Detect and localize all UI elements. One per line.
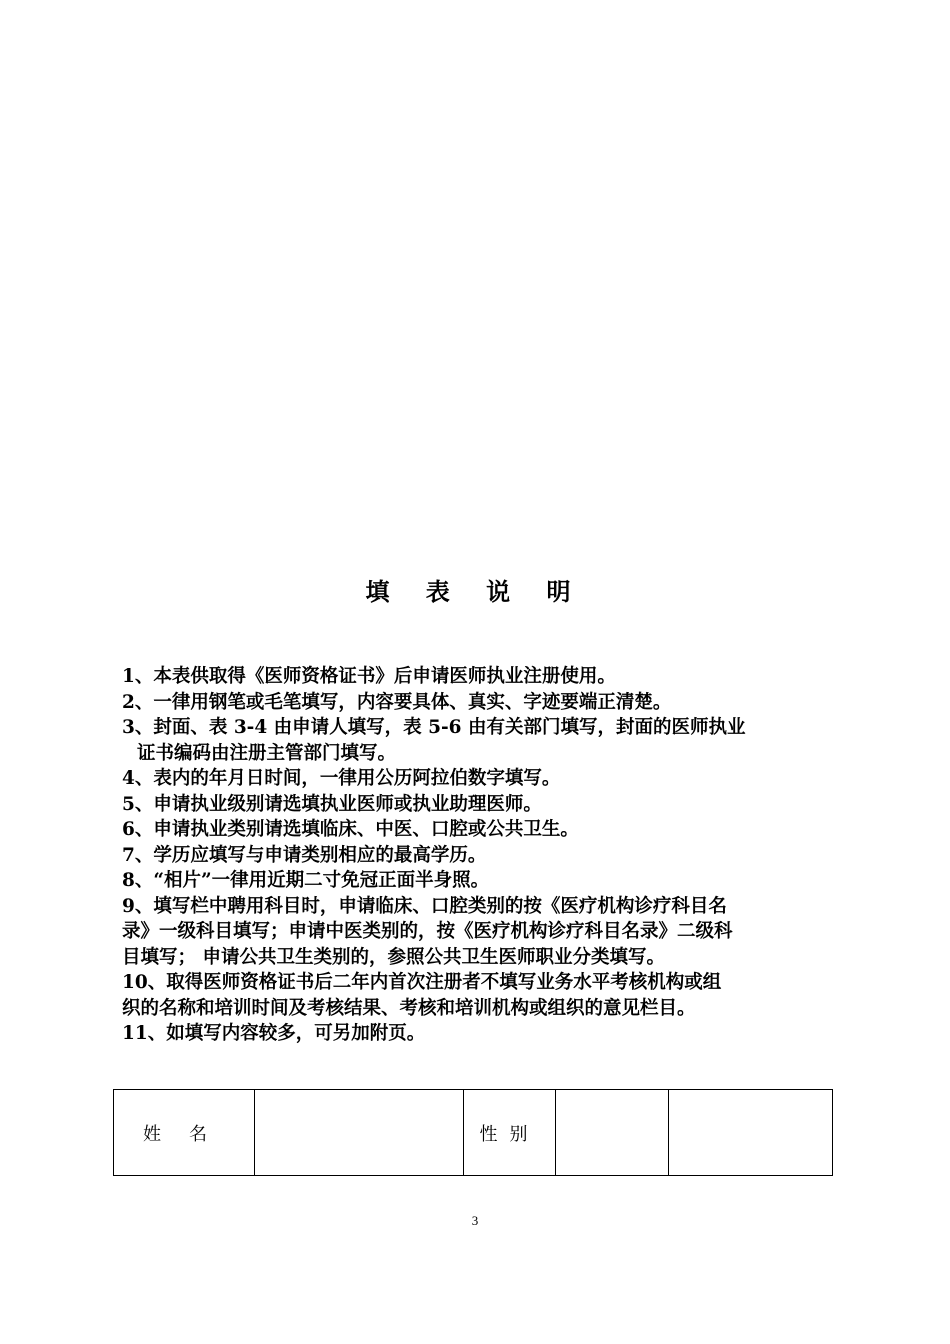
instruction-item: 7、学历应填写与申请类别相应的最高学历。 bbox=[122, 844, 487, 866]
applicant-info-table bbox=[113, 1089, 833, 1176]
instruction-item: 6、申请执业类别请选填临床、中医、口腔或公共卫生。 bbox=[122, 819, 579, 840]
instruction-item: 9、填写栏中聘用科目时，申请临床、口腔类别的按《医疗机构诊疗科目名 bbox=[122, 895, 727, 917]
name-field[interactable] bbox=[255, 1090, 464, 1176]
instruction-item-continuation: 目填写； 申请公共卫生类别的，参照公共卫生医师职业分类填写。 bbox=[122, 946, 665, 968]
table-row bbox=[114, 1090, 833, 1176]
instruction-item-continuation: 录》一级科目填写；申请中医类别的，按《医疗机构诊疗科目名录》二级科 bbox=[122, 921, 733, 942]
instruction-item: 5、申请执业级别请选填执业医师或执业助理医师。 bbox=[122, 793, 542, 815]
instruction-item-continuation: 证书编码由注册主管部门填写。 bbox=[137, 742, 397, 764]
instruction-item: 2、一律用钢笔或毛笔填写，内容要具体、真实、字迹要端正清楚。 bbox=[122, 691, 672, 713]
instruction-item: 4、表内的年月日时间，一律用公历阿拉伯数字填写。 bbox=[122, 768, 561, 789]
name-label: 姓名 bbox=[114, 1090, 255, 1176]
page-title: 填 表 说 明 bbox=[365, 577, 585, 606]
instruction-item: 11、如填写内容较多，可另加附页。 bbox=[122, 1023, 426, 1044]
gender-field[interactable] bbox=[556, 1090, 669, 1176]
instruction-item: 3、封面、表 3-4 由申请人填写，表 5-6 由有关部门填写，封面的医师执业 bbox=[122, 717, 746, 738]
extra-field[interactable] bbox=[669, 1090, 833, 1176]
instruction-list bbox=[122, 664, 834, 1047]
instruction-item: 1、本表供取得《医师资格证书》后申请医师执业注册使用。 bbox=[122, 666, 616, 687]
instruction-item-continuation: 织的名称和培训时间及考核结果、考核和培训机构或组织的意见栏目。 bbox=[122, 997, 696, 1019]
instruction-item: 10、取得医师资格证书后二年内首次注册者不填写业务水平考核机构或组 bbox=[122, 972, 722, 993]
instruction-item: 8、“相片”一律用近期二寸免冠正面半身照。 bbox=[122, 870, 490, 891]
gender-label: 性别 bbox=[464, 1090, 556, 1176]
page-number: 3 bbox=[471, 1213, 479, 1228]
